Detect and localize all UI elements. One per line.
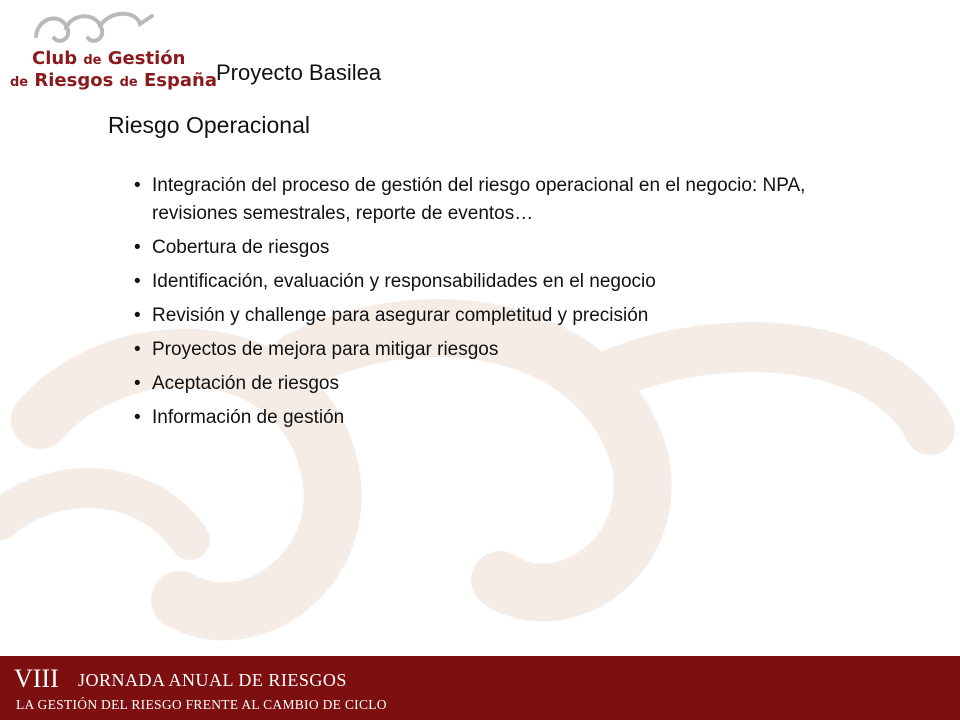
footer-tagline: LA GESTIÓN DEL RIESGO FRENTE AL CAMBIO DE CICLO <box>16 697 387 712</box>
bullet-item <box>130 370 830 398</box>
bullet-item <box>130 302 830 330</box>
bullet-marker: • <box>134 407 141 428</box>
slide-title: Proyecto Basilea <box>216 60 382 85</box>
bullet-text: Identificación, evaluación y responsabilidades en el negocio <box>152 271 656 292</box>
bullet-marker: • <box>134 305 141 326</box>
footer-banner <box>0 656 960 720</box>
bullet-marker: • <box>134 339 141 360</box>
footer-event-title: JORNADA ANUAL DE RIESGOS <box>78 670 347 690</box>
club-logo <box>8 6 218 92</box>
bullet-item <box>130 234 830 262</box>
bullet-text: Aceptación de riesgos <box>152 373 339 394</box>
bullet-text: Revisión y challenge para asegurar completitud y precisión <box>152 305 649 326</box>
bullet-list <box>130 172 830 438</box>
bullet-item <box>130 336 830 364</box>
logo-text-line1: Club de Gestión <box>32 48 186 69</box>
bullet-item <box>130 404 830 432</box>
bullet-item <box>130 172 830 228</box>
bullet-text: Proyectos de mejora para mitigar riesgos <box>152 339 499 360</box>
logo-text-line2: de Riesgos de España <box>10 70 218 91</box>
bullet-marker: • <box>134 237 141 258</box>
bullet-marker: • <box>134 373 141 394</box>
slide-subtitle: Riesgo Operacional <box>108 112 311 138</box>
bullet-item <box>130 268 830 296</box>
bullet-marker: • <box>134 271 141 292</box>
bullet-text: Integración del proceso de gestión del riesgo operacional en el negocio: NPA, revisiones semestrales, reporte de eventos… <box>152 175 806 224</box>
logo-swirl-icon <box>28 6 158 46</box>
bullet-text: Cobertura de riesgos <box>152 237 330 258</box>
bullet-text: Información de gestión <box>152 407 345 428</box>
footer-edition: VIII <box>14 664 59 693</box>
bullet-marker: • <box>134 175 141 196</box>
